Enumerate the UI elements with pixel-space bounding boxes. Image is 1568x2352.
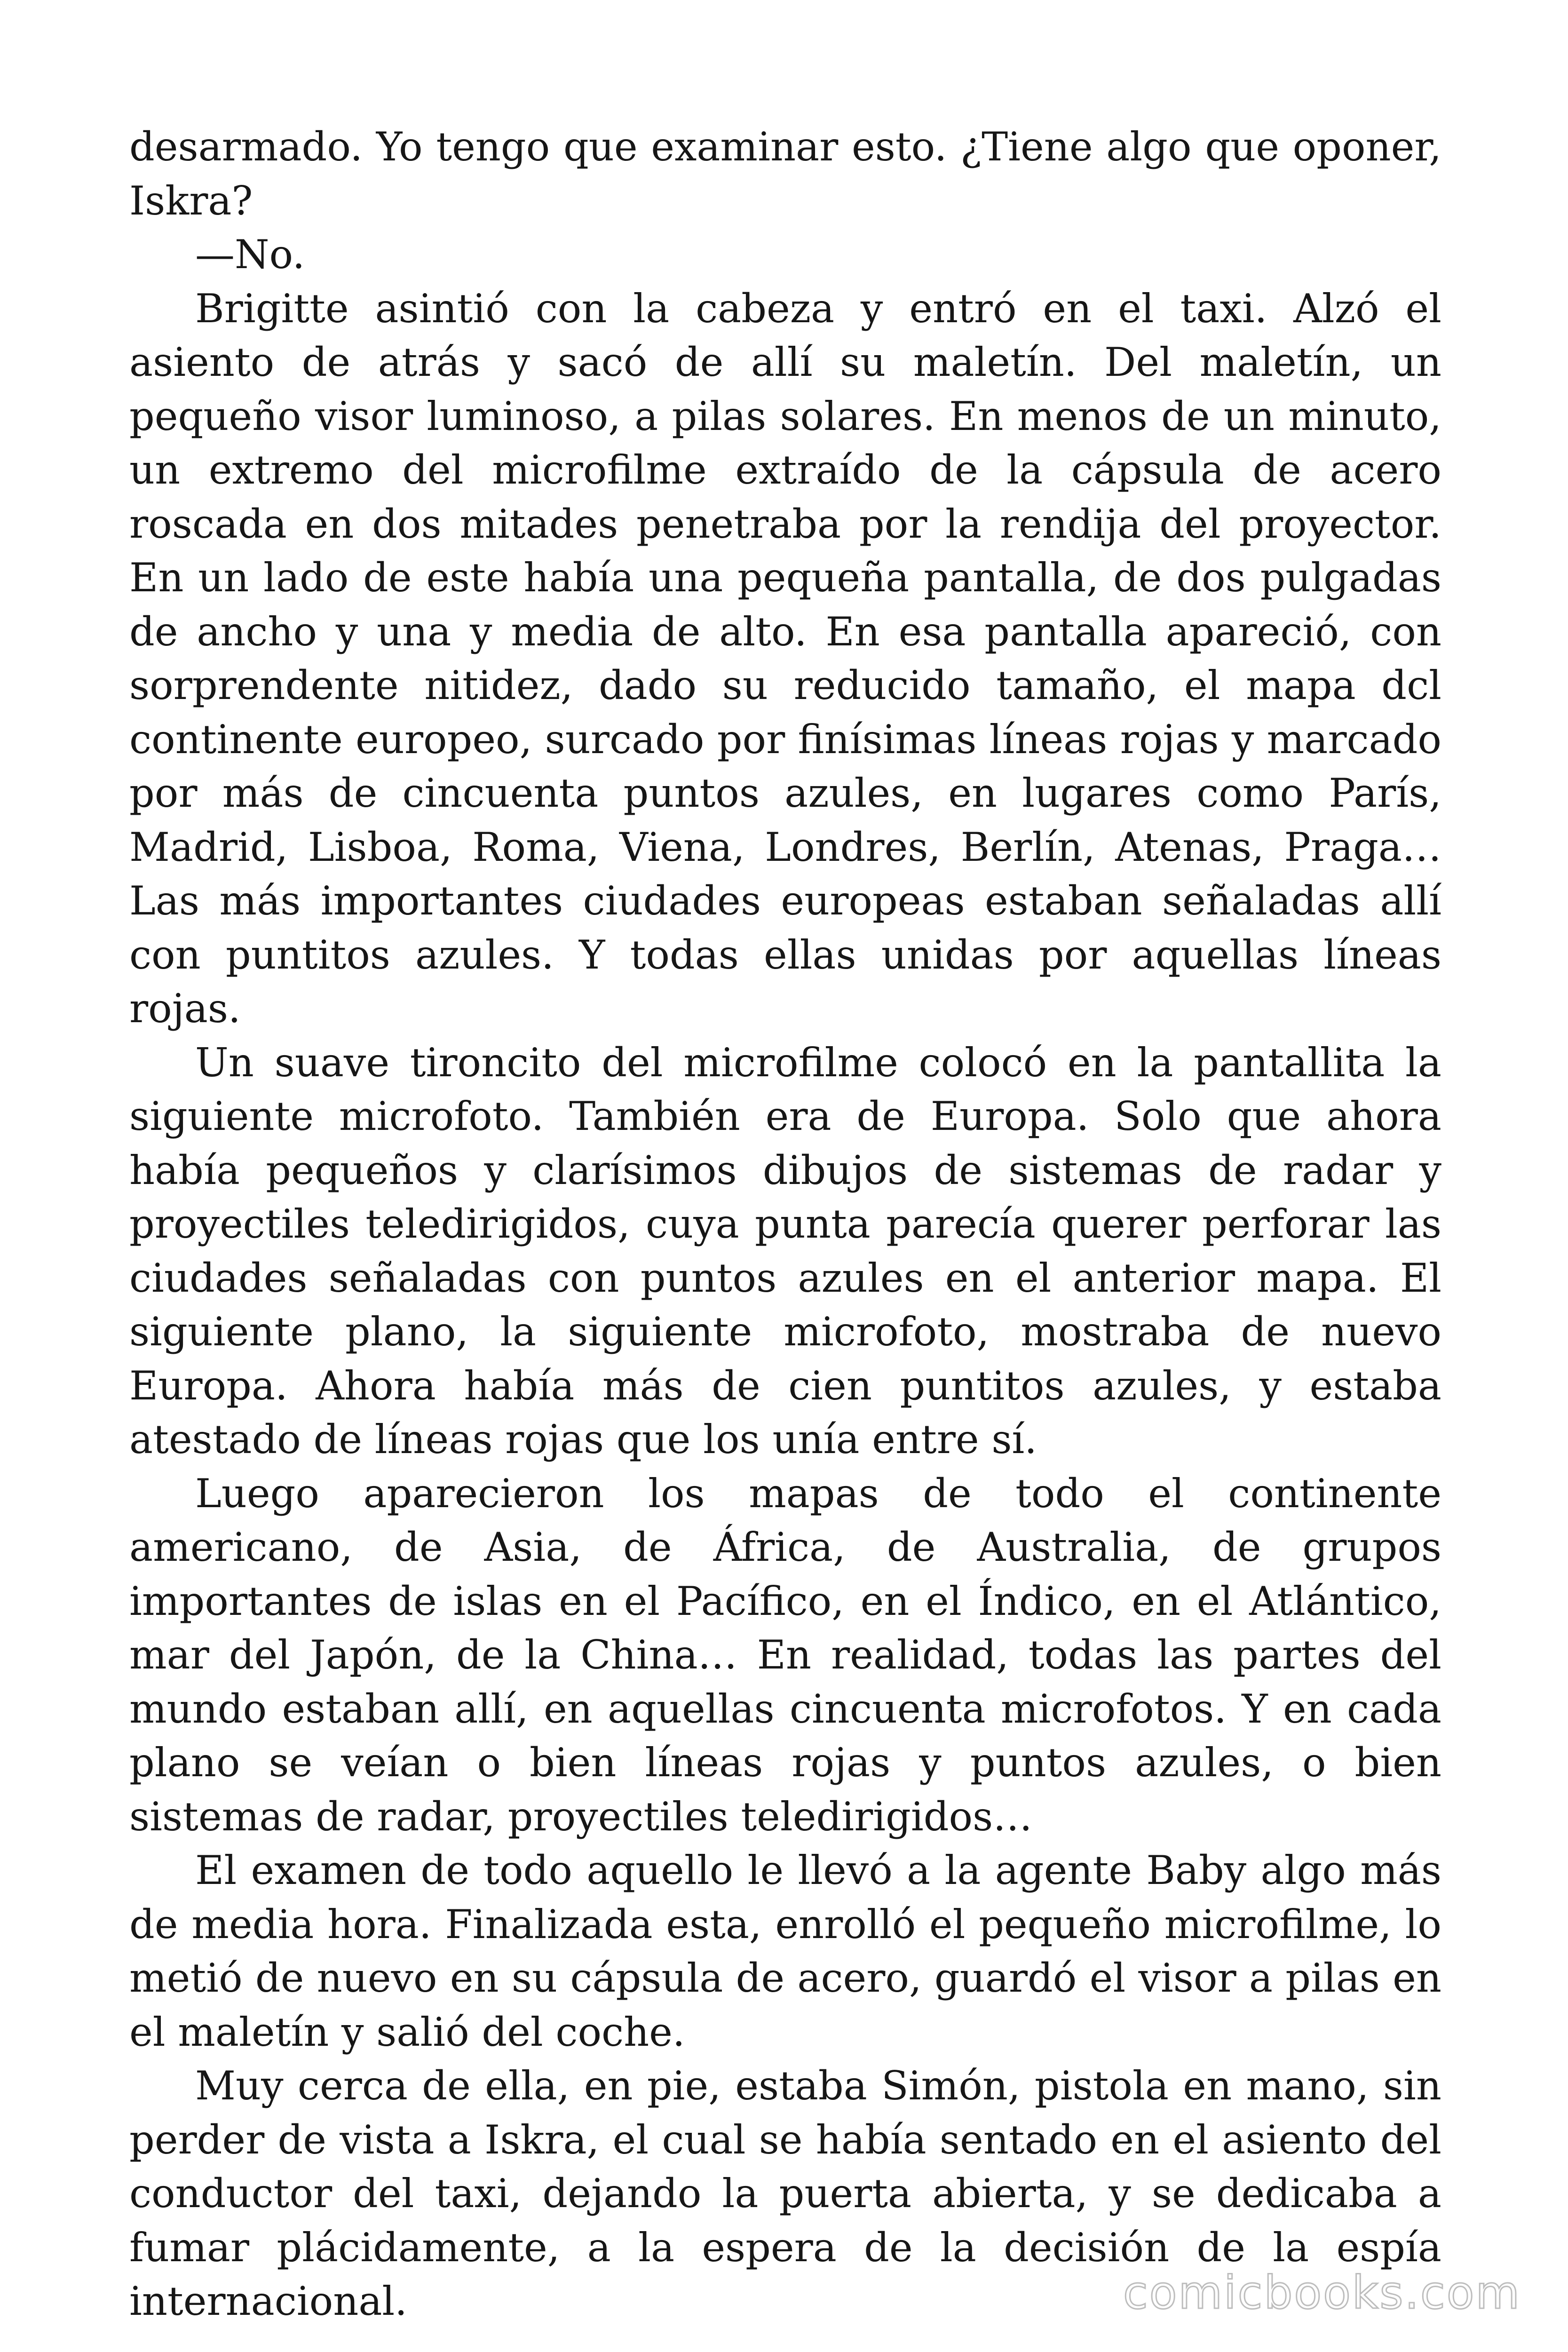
paragraph: Muy cerca de ella, en pie, estaba Simón, pistola en mano, sin perder de vista a Iskra, el cual se había sentado en el asiento del conductor del taxi, dejando la puerta abierta, y se dedicaba a fumar plácidamente, a la espera de la decisión de la espía internacional. [129, 2063, 1441, 2324]
page-body [129, 120, 1441, 2328]
paragraph: El examen de todo aquello le llevó a la agente Baby algo más de media hora. Finalizada esta, enrolló el pequeño microfilme, lo metió de nuevo en su cápsula de acero, guardó el visor a pilas en el maletín y salió del coche. [129, 1847, 1441, 2055]
paragraph: Un suave tironcito del microfilme colocó en la pantallita la siguiente microfoto. También era de Europa. Solo que ahora había pequeños y clarísimos dibujos de sistemas de radar y proyectiles teledirigidos, cuya punta parecía querer perforar las ciudades señaladas con puntos azules en el anterior mapa. El siguiente plano, la siguiente microfoto, mostraba de nuevo Europa. Ahora había más de cien puntitos azules, y estaba atestado de líneas rojas que los unía entre sí. [129, 1039, 1441, 1462]
paragraph-continuation: desarmado. Yo tengo que examinar esto. ¿Tiene algo que oponer, Iskra? [129, 124, 1441, 224]
paragraph: Brigitte asintió con la cabeza y entró en el taxi. Alzó el asiento de atrás y sacó de allí su maletín. Del maletín, un pequeño visor luminoso, a pilas solares. En menos de un minuto, un extremo del microfilme extraído de la cápsula de acero roscada en dos mitades penetraba por la rendija del proyector. En un lado de este había una pequeña pantalla, de dos pulgadas de ancho y una y media de alto. En esa pantalla apareció, con sorprendente nitidez, dado su reducido tamaño, el mapa dcl continente europeo, surcado por finísimas líneas rojas y marcado por más de cincuenta puntos azules, en lugares como París, Madrid, Lisboa, Roma, Viena, Londres, Berlín, Atenas, Praga… Las más importantes ciudades europeas estaban señaladas allí con puntitos azules. Y todas ellas unidas por aquellas líneas rojas. [129, 285, 1441, 1032]
paragraph: Luego aparecieron los mapas de todo el continente americano, de Asia, de África, de Australia, de grupos importantes de islas en el Pacífico, en el Índico, en el Atlántico, mar del Japón, de la China… En realidad, todas las partes del mundo estaban allí, en aquellas cincuenta microfotos. Y en cada plano se veían o bien líneas rojas y puntos azules, o bien sistemas de radar, proyectiles teledirigidos… [129, 1470, 1441, 1840]
watermark: comicbooks.com [1123, 2266, 1521, 2319]
paragraph-dialogue: —No. [195, 231, 305, 278]
